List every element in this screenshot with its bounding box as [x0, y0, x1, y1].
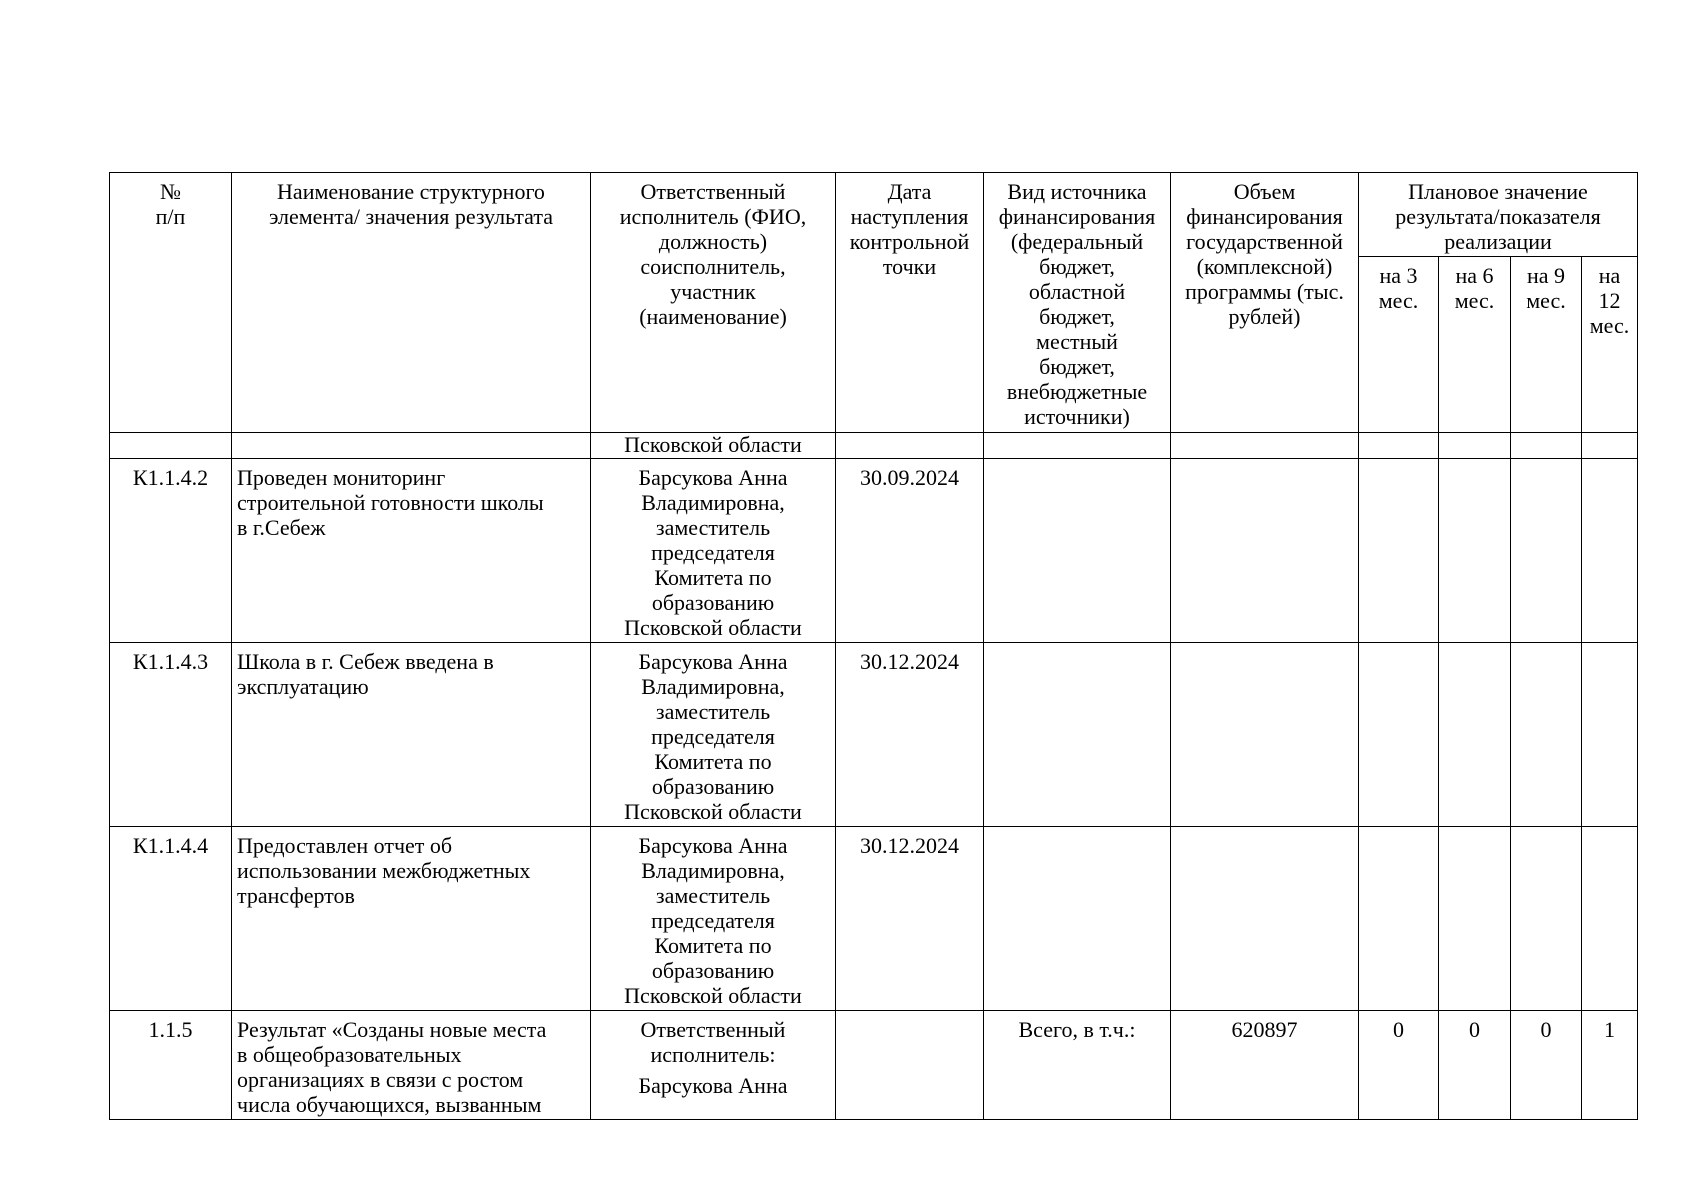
- cell-name: Школа в г. Себеж введена в эксплуатацию: [232, 643, 591, 827]
- cell-num: [110, 433, 232, 459]
- cell-9-months: [1511, 827, 1582, 1011]
- responsible-name: Барсукова Анна: [638, 1073, 788, 1098]
- cell-responsible: Барсукова Анна Владимировна, заместитель председателя Комитета по образованию Псковской области: [591, 643, 836, 827]
- table-row: [110, 459, 1638, 643]
- cell-date: [836, 433, 984, 459]
- cell-date: [836, 1011, 984, 1120]
- table-row: [110, 1011, 1638, 1120]
- cell-volume: [1171, 433, 1359, 459]
- header-12-months: на 12 мес.: [1582, 257, 1638, 433]
- cell-source: [984, 827, 1171, 1011]
- header-6-months: на 6 мес.: [1439, 257, 1511, 433]
- header-responsible: Ответственный исполнитель (ФИО, должность) соисполнитель, участник (наименование): [591, 173, 836, 433]
- cell-name: [232, 433, 591, 459]
- cell-12-months: 1: [1582, 1011, 1638, 1120]
- cell-12-months: [1582, 433, 1638, 459]
- header-volume: Объем финансирования государственной (комплексной) программы (тыс. рублей): [1171, 173, 1359, 433]
- header-3-months: на 3 мес.: [1359, 257, 1439, 433]
- cell-volume: [1171, 643, 1359, 827]
- cell-6-months: [1439, 433, 1511, 459]
- cell-9-months: [1511, 433, 1582, 459]
- cell-name: Результат «Созданы новые места в общеобразовательных организациях в связи с ростом числа обучающихся, вызванным: [232, 1011, 591, 1120]
- cell-date: 30.12.2024: [836, 827, 984, 1011]
- header-name: Наименование структурного элемента/ значения результата: [232, 173, 591, 433]
- table-header-row: [110, 173, 1638, 257]
- cell-3-months: [1359, 433, 1439, 459]
- cell-source: Всего, в т.ч.:: [984, 1011, 1171, 1120]
- cell-source: [984, 433, 1171, 459]
- cell-num: К1.1.4.4: [110, 827, 232, 1011]
- cell-source: [984, 643, 1171, 827]
- table-row: [110, 643, 1638, 827]
- cell-date: 30.09.2024: [836, 459, 984, 643]
- cell-6-months: [1439, 643, 1511, 827]
- cell-responsible: [591, 1011, 836, 1120]
- header-date: Дата наступления контрольной точки: [836, 173, 984, 433]
- cell-responsible: Барсукова Анна Владимировна, заместитель председателя Комитета по образованию Псковской области: [591, 459, 836, 643]
- cell-3-months: 0: [1359, 1011, 1439, 1120]
- cell-3-months: [1359, 643, 1439, 827]
- cell-3-months: [1359, 459, 1439, 643]
- cell-source: [984, 459, 1171, 643]
- cell-9-months: [1511, 643, 1582, 827]
- cell-6-months: [1439, 827, 1511, 1011]
- cell-volume: [1171, 459, 1359, 643]
- cell-3-months: [1359, 827, 1439, 1011]
- cell-volume: 620897: [1171, 1011, 1359, 1120]
- cell-responsible: Барсукова Анна Владимировна, заместитель председателя Комитета по образованию Псковской области: [591, 827, 836, 1011]
- cell-volume: [1171, 827, 1359, 1011]
- cell-9-months: 0: [1511, 1011, 1582, 1120]
- table-row: [110, 827, 1638, 1011]
- header-9-months: на 9 мес.: [1511, 257, 1582, 433]
- continuation-row: [110, 433, 1638, 459]
- cell-12-months: [1582, 459, 1638, 643]
- header-source: Вид источника финансирования (федеральный бюджет, областной бюджет, местный бюджет, внебюджетные источники): [984, 173, 1171, 433]
- cell-num: К1.1.4.2: [110, 459, 232, 643]
- cell-9-months: [1511, 459, 1582, 643]
- cell-12-months: [1582, 643, 1638, 827]
- cell-12-months: [1582, 827, 1638, 1011]
- header-num: № п/п: [110, 173, 232, 433]
- cell-6-months: 0: [1439, 1011, 1511, 1120]
- cell-name: Проведен мониторинг строительной готовности школы в г.Себеж: [232, 459, 591, 643]
- cell-num: К1.1.4.3: [110, 643, 232, 827]
- header-planned: Плановое значение результата/показателя реализации: [1359, 173, 1638, 257]
- cell-6-months: [1439, 459, 1511, 643]
- plan-table: [109, 172, 1638, 1120]
- cell-num: 1.1.5: [110, 1011, 232, 1120]
- cell-responsible: Псковской области: [591, 433, 836, 459]
- cell-name: Предоставлен отчет об использовании межбюджетных трансфертов: [232, 827, 591, 1011]
- cell-date: 30.12.2024: [836, 643, 984, 827]
- responsible-label: Ответственный исполнитель:: [640, 1017, 786, 1067]
